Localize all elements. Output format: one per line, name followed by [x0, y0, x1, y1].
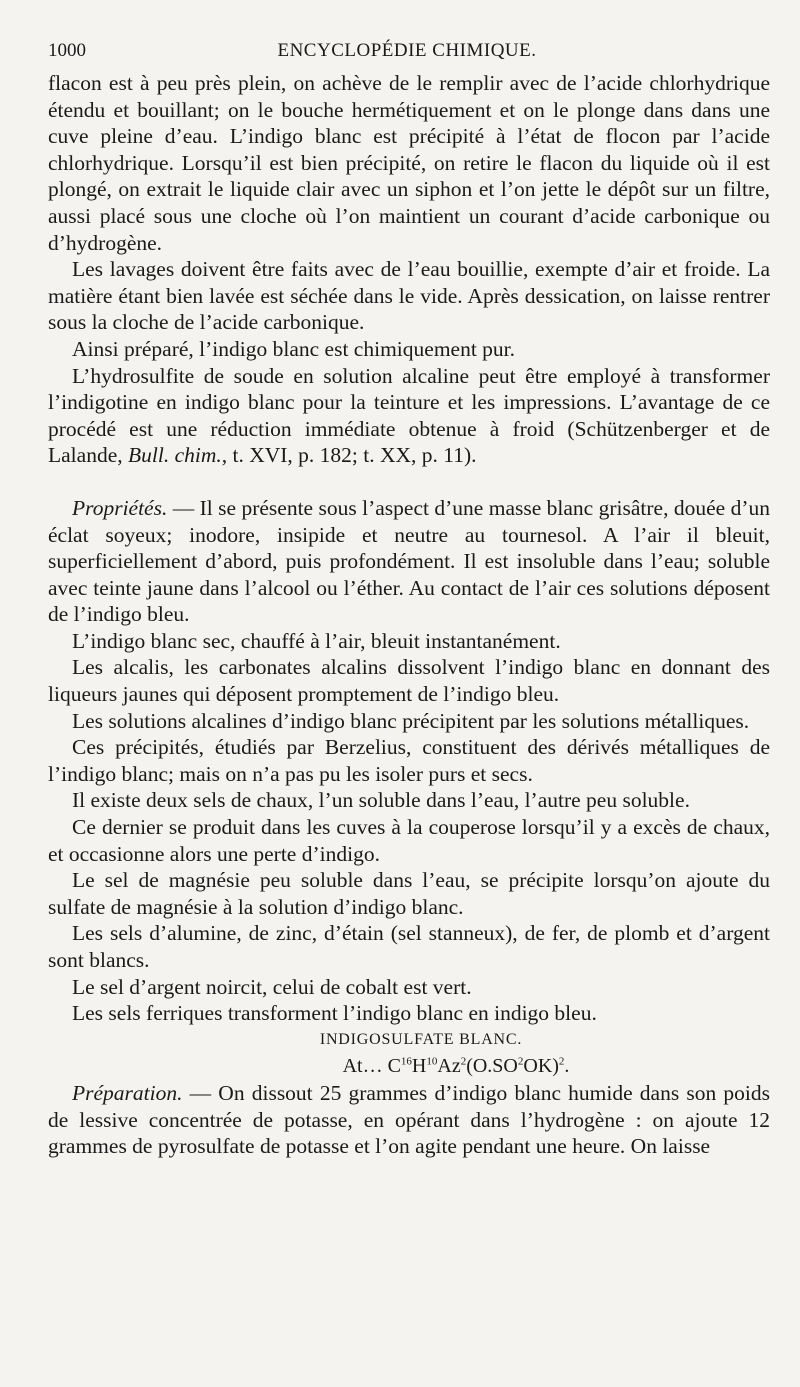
- formula-part: .: [564, 1055, 570, 1078]
- running-title: ENCYCLOPÉDIE CHIMIQUE.: [277, 40, 537, 61]
- paragraph-preparation: [48, 1080, 770, 1160]
- paragraph: L’indigo blanc sec, chauffé à l’air, bleuit instantanément.: [72, 628, 561, 653]
- paragraph: Ces précipités, étudiés par Berzelius, constituent des dérivés métalliques de l’indigo blanc; mais on n’a pas pu les isoler purs et secs.: [48, 735, 770, 786]
- paragraph: Il existe deux sels de chaux, l’un soluble dans l’eau, l’autre peu soluble.: [72, 788, 690, 813]
- formula-part: OK): [523, 1055, 559, 1078]
- formula-part: Az: [437, 1055, 461, 1078]
- paragraph: flacon est à peu près plein, on achève de le remplir avec de l’acide chlorhydrique étendu et bouillant; on le bouche hermétiquement et on le plonge dans dans une cuve pleine d’eau. L’indigo blanc est précipité à l’état de flocon par l’acide chlorhydrique. Lorsqu’il est bien précipité, on retire le flacon du liquide où il est plongé, on extrait le liquide clair avec un siphon et l’on jette le dépôt sur un filtre, aussi placé sous une cloche où l’on maintient un courant d’acide carbonique ou d’hydrogène.: [48, 71, 770, 255]
- paragraph-label: Préparation.: [72, 1080, 183, 1105]
- paragraph-text: L’hydrosulfite de soude en solution alcaline peut être employé à transformer l’indigotine en indigo blanc pour la teinture et les impressions. L’avantage de ce procédé est une réduction immédiate obtenue à froid (Schützenberger et de Lalande,: [48, 363, 770, 468]
- paragraph: Les alcalis, les carbonates alcalins dissolvent l’indigo blanc en donnant des liqueurs jaunes qui déposent promptement de l’indigo bleu.: [48, 655, 770, 707]
- formula-index: 2: [460, 1055, 467, 1068]
- paragraph: Les lavages doivent être faits avec de l’eau bouillie, exempte d’air et froide. La matière étant bien lavée est séchée dans le vide. Après dessication, on laisse rentrer sous la cloche de l’acide carbonique.: [48, 257, 770, 335]
- paragraph: Le sel d’argent noircit, celui de cobalt est vert.: [72, 974, 472, 999]
- formula-part: H: [411, 1055, 427, 1078]
- formula-index: 2: [558, 1055, 565, 1068]
- paragraph: Les solutions alcalines d’indigo blanc précipitent par les solutions métalliques.: [72, 708, 750, 733]
- page-body: [48, 70, 770, 1160]
- journal-reference: Bull. chim.: [128, 443, 222, 468]
- paragraph: Ainsi préparé, l’indigo blanc est chimiquement pur.: [72, 336, 516, 361]
- formula-index: 10: [426, 1055, 438, 1068]
- paragraph: Ce dernier se produit dans les cuves à la couperose lorsqu’il y a excès de chaux, et occasionne alors une perte d’indigo.: [48, 815, 770, 866]
- paragraph-text: — Il se présente sous l’aspect d’une masse blanc grisâtre, douée d’un éclat soyeux; inodore, insipide et neutre au tournesol. A l’air il bleuit, superficiellement d’abord, puis profondément. Il est insoluble dans l’eau; soluble avec teinte jaune dans l’alcool ou l’éther. Au contact de l’air ces solutions déposent de l’indigo bleu.: [48, 495, 770, 627]
- paragraph: Les sels d’alumine, de zinc, d’étain (sel stanneux), de fer, de plomb et d’argent sont blancs.: [48, 921, 770, 972]
- formula-part: (O.SO: [466, 1055, 518, 1078]
- paragraph: Le sel de magnésie peu soluble dans l’eau, se précipite lorsqu’on ajoute du sulfate de magnésie à la solution d’indigo blanc.: [48, 868, 770, 919]
- formula-part: At… C: [342, 1055, 401, 1078]
- chemical-formula: [48, 1053, 770, 1080]
- paragraph-text: — On dissout 25 grammes d’indigo blanc humide dans son poids de lessive concentrée de potasse, en opérant dans l’hydrogène : on ajoute 12 grammes de pyrosulfate de potasse et l’on agite pendant une heure. On laisse: [48, 1080, 770, 1159]
- section-heading: INDIGOSULFATE BLANC.: [319, 1030, 523, 1048]
- paragraph-label: Propriétés.: [72, 495, 168, 520]
- running-header: [48, 40, 766, 66]
- paragraph-properties: [48, 495, 770, 628]
- paragraph: Les sels ferriques transforment l’indigo blanc en indigo bleu.: [72, 1001, 597, 1026]
- page-number: 1000: [48, 40, 86, 61]
- paragraph-text: , t. XVI, p. 182; t. XX, p. 11).: [221, 443, 477, 468]
- formula-index: 2: [517, 1055, 524, 1068]
- paragraph: [48, 363, 770, 469]
- formula-index: 16: [400, 1055, 412, 1068]
